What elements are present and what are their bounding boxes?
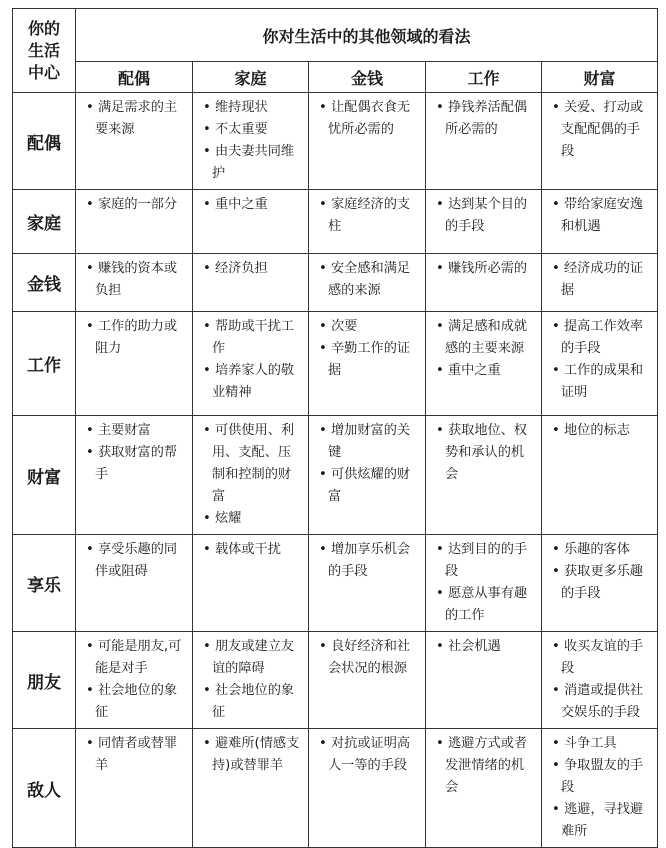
cell-item: • 对抗或证明高人一等的手段: [319, 733, 419, 777]
cell-item: • 挣钱养活配偶所必需的: [436, 97, 535, 141]
cell-item: • 愿意从事有趣的工作: [436, 583, 535, 627]
cell-item: • 帮助或干扰工作: [203, 316, 302, 360]
table-cell: [542, 254, 658, 312]
cell-item: • 重中之重: [203, 194, 302, 216]
table-cell: [309, 416, 426, 535]
cell-item: • 增加享乐机会的手段: [319, 539, 419, 583]
table-cell: [76, 729, 193, 848]
table-cell: [426, 190, 542, 254]
table-cell: [542, 93, 658, 190]
table-cell: [76, 254, 193, 312]
cell-item: • 消遣或提供社交娱乐的手段: [552, 680, 651, 724]
cell-item: • 逃避，寻找避难所: [552, 799, 651, 843]
table-cell: [76, 93, 193, 190]
table-row: [13, 190, 658, 254]
row-header: 财富: [13, 416, 76, 535]
cell-item: • 不太重要: [203, 119, 302, 141]
table-cell: [193, 632, 309, 729]
cell-item: • 赚钱的资本或负担: [86, 258, 186, 302]
cell-item: • 获取更多乐趣的手段: [552, 561, 651, 605]
cell-item: • 赚钱所必需的: [436, 258, 535, 280]
table-cell: [76, 416, 193, 535]
cell-item: • 达到目的的手段: [436, 539, 535, 583]
table-row: [13, 312, 658, 416]
column-header: 金钱: [309, 62, 426, 93]
cell-item: • 获取财富的帮手: [86, 442, 186, 486]
cell-item: • 载体或干扰: [203, 539, 302, 561]
cell-item: • 带给家庭安逸和机遇: [552, 194, 651, 238]
table-cell: [309, 93, 426, 190]
table-cell: [193, 729, 309, 848]
cell-item: • 社会地位的象征: [86, 680, 186, 724]
table-cell: [193, 93, 309, 190]
cell-item: • 可供使用、利用、支配、压制和控制的财富: [203, 420, 302, 508]
table-row: [13, 632, 658, 729]
table-cell: [426, 416, 542, 535]
cell-item: • 争取盟友的手段: [552, 755, 651, 799]
cell-item: • 主要财富: [86, 420, 186, 442]
cell-item: • 维持现状: [203, 97, 302, 119]
cell-item: • 增加财富的关键: [319, 420, 419, 464]
table-cell: [193, 190, 309, 254]
cell-item: • 达到某个目的的手段: [436, 194, 535, 238]
cell-item: • 朋友或建立友谊的障碍: [203, 636, 302, 680]
table-cell: [309, 632, 426, 729]
row-header: 敌人: [13, 729, 76, 848]
table-cell: [193, 254, 309, 312]
cell-item: • 社会机遇: [436, 636, 535, 658]
cell-item: • 斗争工具: [552, 733, 651, 755]
cell-item: • 家庭的一部分: [86, 194, 186, 216]
cell-item: • 由夫妻共同维护: [203, 141, 302, 185]
row-header: 享乐: [13, 535, 76, 632]
table-cell: [542, 729, 658, 848]
corner-line: 中心: [27, 62, 60, 82]
cell-item: • 良好经济和社会状况的根源: [319, 636, 419, 680]
table-cell: [309, 312, 426, 416]
table-cell: [542, 632, 658, 729]
cell-item: • 获取地位、权势和承认的机会: [436, 420, 535, 486]
cell-item: • 享受乐趣的同伴或阻碍: [86, 539, 186, 583]
row-header: 配偶: [13, 93, 76, 190]
cell-item: • 同情者或替罪羊: [86, 733, 186, 777]
row-header: 家庭: [13, 190, 76, 254]
cell-item: • 满足需求的主要来源: [86, 97, 186, 141]
table-cell: [542, 190, 658, 254]
cell-item: • 次要: [319, 316, 419, 338]
table-row: [13, 254, 658, 312]
row-header: 朋友: [13, 632, 76, 729]
table-row: [13, 729, 658, 848]
cell-item: • 辛勤工作的证据: [319, 338, 419, 382]
table-cell: [309, 535, 426, 632]
cell-item: • 逃避方式或者发泄情绪的机会: [436, 733, 535, 799]
table-cell: [309, 190, 426, 254]
cell-item: • 社会地位的象征: [203, 680, 302, 724]
life-center-table: [12, 8, 658, 848]
table-cell: [193, 312, 309, 416]
table-cell: [542, 312, 658, 416]
cell-item: • 安全感和满足感的来源: [319, 258, 419, 302]
table-cell: [426, 93, 542, 190]
cell-item: • 满足感和成就感的主要来源: [436, 316, 535, 360]
cell-item: • 关爱、打动或支配配偶的手段: [552, 97, 651, 163]
table-cell: [542, 416, 658, 535]
table-row: [13, 535, 658, 632]
cell-item: • 经济成功的证据: [552, 258, 651, 302]
table-cell: [76, 535, 193, 632]
table-cell: [76, 312, 193, 416]
row-header: 工作: [13, 312, 76, 416]
column-header: 财富: [542, 62, 658, 93]
table-cell: [193, 535, 309, 632]
cell-item: • 收买友谊的手段: [552, 636, 651, 680]
cell-item: • 地位的标志: [552, 420, 651, 442]
table-row: [13, 416, 658, 535]
cell-item: • 提高工作效率的手段: [552, 316, 651, 360]
table-cell: [76, 632, 193, 729]
table-cell: [309, 729, 426, 848]
column-header: 配偶: [76, 62, 193, 93]
table-cell: [426, 312, 542, 416]
corner-header: [13, 9, 76, 93]
cell-item: • 经济负担: [203, 258, 302, 280]
cell-item: • 重中之重: [436, 360, 535, 382]
table-cell: [76, 190, 193, 254]
cell-item: • 可能是朋友,可能是对手: [86, 636, 186, 680]
row-header: 金钱: [13, 254, 76, 312]
table-row: [13, 93, 658, 190]
cell-item: • 乐趣的客体: [552, 539, 651, 561]
column-header-row: [13, 62, 658, 93]
table-cell: [542, 535, 658, 632]
corner-line: 生活: [27, 40, 60, 60]
table-cell: [426, 535, 542, 632]
table-cell: [193, 416, 309, 535]
table-title: 你对生活中的其他领域的看法: [76, 9, 658, 62]
cell-item: • 可供炫耀的财富: [319, 464, 419, 508]
column-header: 家庭: [193, 62, 309, 93]
table-cell: [426, 254, 542, 312]
column-header: 工作: [426, 62, 542, 93]
table-cell: [426, 729, 542, 848]
cell-item: • 工作的助力或阻力: [86, 316, 186, 360]
cell-item: • 让配偶衣食无忧所必需的: [319, 97, 419, 141]
cell-item: • 工作的成果和证明: [552, 360, 651, 404]
cell-item: • 培养家人的敬业精神: [203, 360, 302, 404]
cell-item: • 避难所(情感支持)或替罪羊: [203, 733, 302, 777]
corner-line: 你的: [27, 18, 60, 38]
table-cell: [309, 254, 426, 312]
cell-item: • 炫耀: [203, 508, 302, 530]
table-cell: [426, 632, 542, 729]
cell-item: • 家庭经济的支柱: [319, 194, 419, 238]
